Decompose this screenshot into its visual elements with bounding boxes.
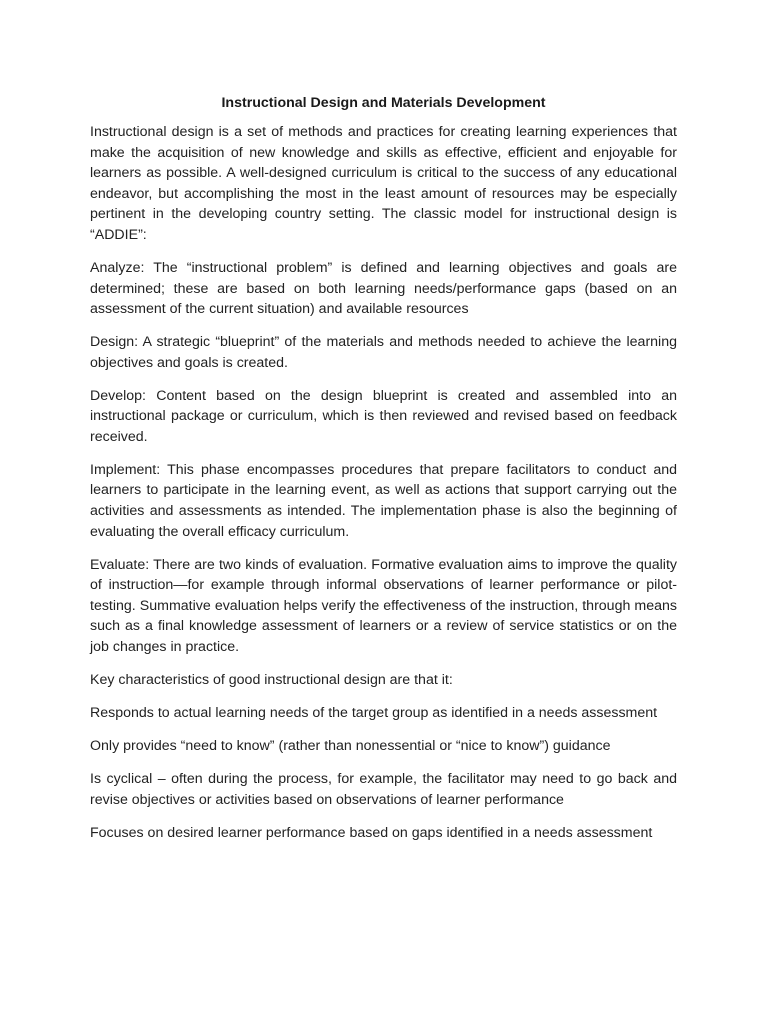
paragraph-responds: Responds to actual learning needs of the target group as identified in a needs assessment (90, 704, 658, 721)
paragraph-cyclical: Is cyclical – often during the process, for example, the facilitator may need to go back and revise objectives or activities based on observations of learner performance (90, 770, 677, 808)
paragraph-need-to-know: Only provides “need to know” (rather than nonessential or “nice to know”) guidance (90, 737, 611, 754)
paragraph-analyze: Analyze: The “instructional problem” is defined and learning objectives and goals are determined; these are based on both learning needs/performance gaps (based on an assessment of the current situation) and available resources (90, 259, 677, 318)
document-title: Instructional Design and Materials Development (221, 95, 546, 111)
paragraph-key-characteristics: Key characteristics of good instructional design are that it: (90, 672, 453, 688)
paragraph-evaluate: Evaluate: There are two kinds of evaluation. Formative evaluation aims to improve the quality of instruction—for example through informal observations of learner performance or pilot-testing. Summative evaluation helps verify the effectiveness of the instruction, through means such as a final knowledge assessment of learners or a review of service statistics or on the job changes in practice. (90, 556, 677, 656)
paragraph-design: Design: A strategic “blueprint” of the materials and methods needed to achieve the learning objectives and goals is created. (90, 334, 677, 371)
paragraph-focuses: Focuses on desired learner performance based on gaps identified in a needs assessment (90, 824, 653, 841)
paragraph-implement: Implement: This phase encompasses procedures that prepare facilitators to conduct and learners to participate in the learning event, as well as actions that support carrying out the activities and assessments as intended. The implementation phase is also the beginning of evaluating the overall efficacy curriculum. (90, 461, 677, 540)
paragraph-intro: Instructional design is a set of methods and practices for creating learning experiences that make the acquisition of new knowledge and skills as effective, efficient and enjoyable for learners as possible. A well-designed curriculum is critical to the success of any educational endeavor, but accomplishing the most in the least amount of resources may be especially pertinent in the developing country setting. The classic model for instructional design is “ADDIE”: (90, 124, 677, 243)
document-body (90, 93, 677, 856)
paragraph-develop: Develop: Content based on the design blueprint is created and assembled into an instructional package or curriculum, which is then reviewed and revised based on feedback received. (90, 387, 677, 445)
